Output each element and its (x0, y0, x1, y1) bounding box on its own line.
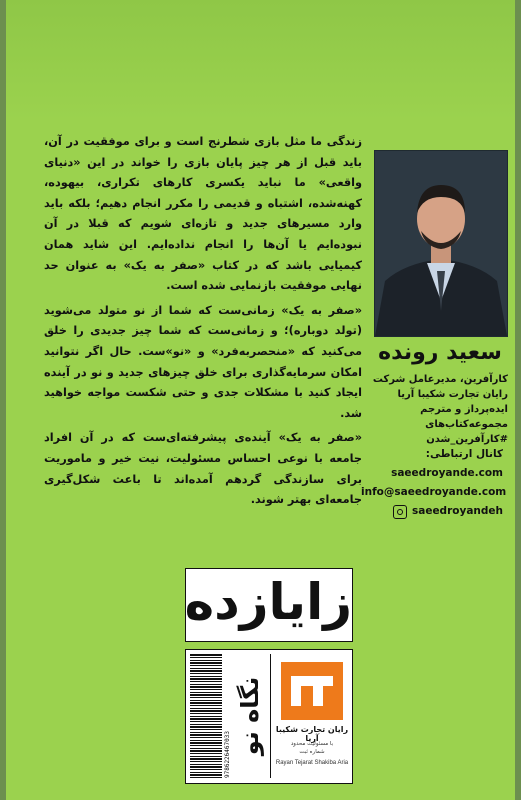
email-link[interactable]: info@saeedroyande.com (361, 486, 507, 498)
back-cover (6, 0, 515, 800)
imprint-container (234, 656, 266, 778)
book-blurb (44, 132, 362, 515)
publisher-box (185, 649, 353, 784)
author-bio-line: کارآفرین، مدیرعامل شرکت (372, 374, 508, 385)
blurb-paragraph-1: زندگی ما مثل بازی شطرنج است و برای موفقیت در آن، باید قبل از هر چیز پایان بازی را خواند در این «دنیای واقعی» ما نباید یکسری کارهای تکراری، بیهوده، کهنه‌شده، اشتباه و قدیمی را مکرر انجام دهیم؛ بلکه باید وارد مسیرهای جدید و تازه‌ای شویم که قبلا در آن نبوده‌ایم یا آن‌ها را انجام نداده‌ایم. این شاید همان کیمیایی باشد که در کتاب «صفر به یک» به عنوان حد نهایی موفقیت بازنمایی شده است. (44, 135, 362, 293)
isbn-number: 9786226467033 (224, 731, 231, 778)
instagram-handle[interactable]: saeedroyandeh (411, 505, 503, 517)
publisher-logo-icon (281, 662, 343, 720)
publisher-emblem-icon (281, 662, 343, 720)
series-logo-box (185, 568, 353, 642)
website-link[interactable]: saeedroyande.com (391, 467, 503, 479)
isbn-container (223, 654, 233, 778)
contact-info (361, 445, 507, 521)
author-bio-line: #کارآفرین_شدن (426, 434, 508, 445)
author-photo (374, 150, 508, 337)
author-bio-line: ایده‌پرداز و مترجم (420, 404, 508, 415)
blurb-paragraph-3: «صفر به یک» آینده‌ی پیشرفته‌ای‌ست که در آن افراد جامعه با نوعی احساس مسئولیت، نیت خیر و ماموریت برای سازندگی گردهم آمده‌اند تا باعث شکل‌گیری جامعه‌ای بهتر شوند. (44, 431, 362, 507)
author-portrait-icon (375, 151, 507, 336)
publisher-name: رایان تجارت شکیبا آریا (275, 725, 349, 743)
imprint-logo: نگاه نو (236, 676, 264, 756)
instagram-row[interactable] (361, 502, 503, 521)
barcode-icon (190, 654, 222, 778)
author-bio (368, 372, 508, 447)
publisher-sub-line: شماره ثبت (299, 749, 325, 755)
divider (270, 654, 271, 778)
contact-label: کانال ارتباطی: (425, 448, 503, 460)
publisher-sub-line: با مسئولیت محدود (290, 741, 334, 747)
author-bio-line: مجموعه‌کتاب‌های (425, 419, 508, 430)
author-name: سعید رونده (378, 340, 502, 365)
series-logo: زایازده (184, 573, 352, 631)
instagram-icon (393, 505, 407, 519)
publisher-latin-name: Rayan Tejarat Shakiba Aria (275, 760, 349, 766)
publisher-subtitle (272, 740, 352, 756)
blurb-paragraph-2: «صفر به یک» زمانی‌ست که شما از نو متولد می‌شوید (تولد دوباره)؛ و زمانی‌ست که شما چیز جدیدی را خلق می‌کنید که «منحصربه‌فرد» و «نو»ست. حال اگر نتوانید امکان سرمایه‌گذاری برای خلق چیزهای جدید و نو در آینده ایجاد کنید با مشکلات جدی و حتی شکست مواجه خواهید شد. (44, 303, 362, 420)
author-bio-line: رایان تجارت شکیبا آریا (397, 389, 508, 400)
